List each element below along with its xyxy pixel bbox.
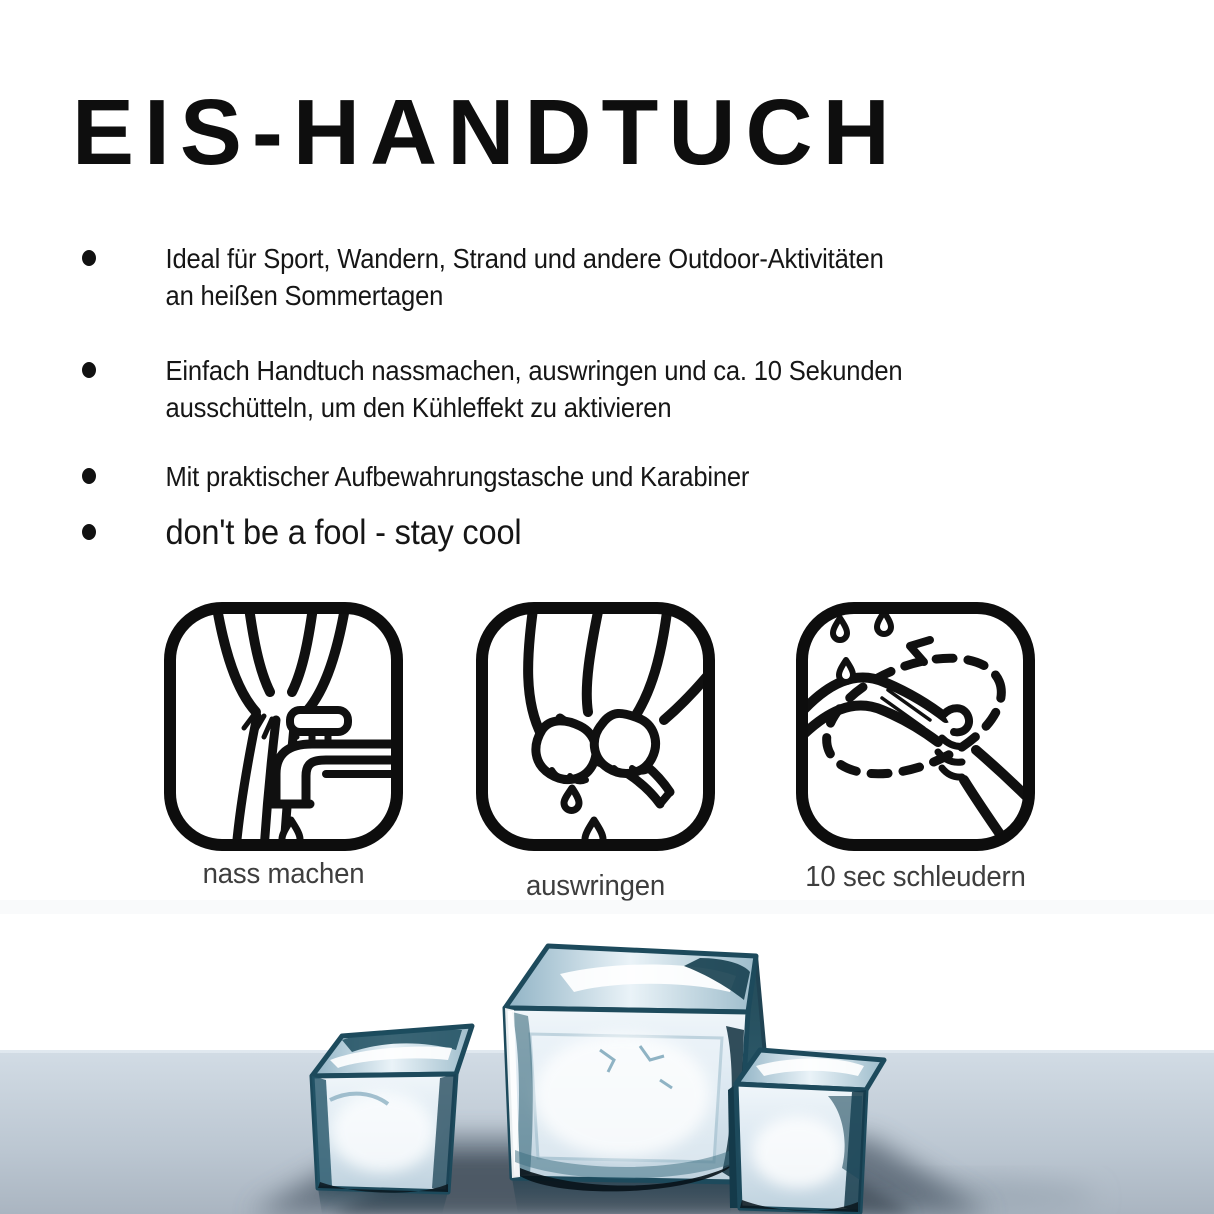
bullet-line: an heißen Sommertagen [165,280,444,311]
instruction-step-wet [160,598,407,891]
bullet-item-bag [80,458,1154,495]
instruction-step-wring [472,598,719,903]
spin-towel-icon [792,598,1039,855]
bullet-line: Einfach Handtuch nassmachen, auswringen und ca. 10 Sekunden [165,355,903,386]
bullet-item-slogan [80,510,1154,556]
instruction-step-spin [792,598,1039,894]
bullet-item-usage [80,352,1154,426]
bullet-line: don't be a fool - stay cool [165,513,522,552]
step-label: auswringen [525,870,665,902]
bullet-item-ideal [80,240,1154,314]
step-label: 10 sec schleudern [805,861,1026,893]
page-title: EIS-HANDTUCH [72,80,900,184]
ice-cubes-illustration [0,900,1214,1214]
wring-out-towel-icon [472,598,719,855]
wet-towel-under-faucet-icon [160,598,407,855]
step-label: nass machen [202,858,365,890]
bullet-line: ausschütteln, um den Kühleffekt zu aktivieren [165,392,672,423]
bullet-line: Ideal für Sport, Wandern, Strand und andere Outdoor-Aktivitäten [165,243,884,274]
bullet-line: Mit praktischer Aufbewahrungstasche und Karabiner [165,461,750,492]
